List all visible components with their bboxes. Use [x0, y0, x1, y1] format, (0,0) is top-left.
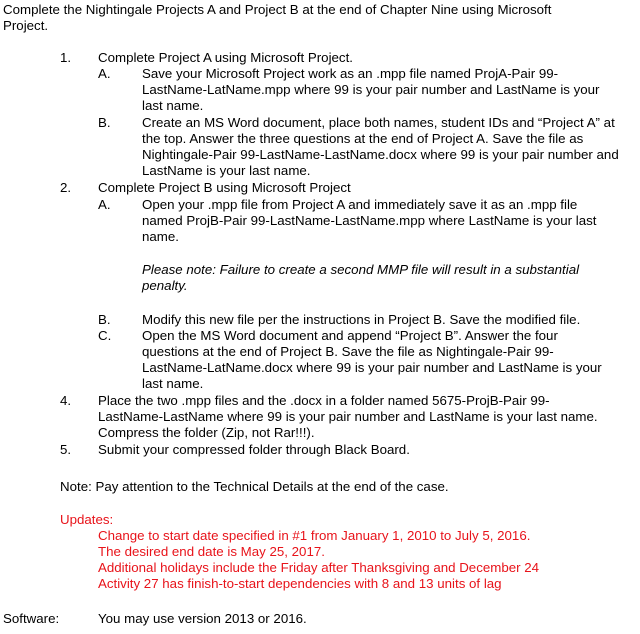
- step-1a-letter: A.: [98, 66, 111, 81]
- step-1-number: 1.: [60, 50, 72, 65]
- step-2-text: Complete Project B using Microsoft Project: [98, 180, 351, 195]
- step-2c-line-3: LastName-LatName.docx where 99 is your pair number and LastName is your: [142, 360, 602, 375]
- update-item-3: Additional holidays include the Friday after Thanksgiving and December 24: [98, 560, 540, 575]
- step-4-line-3: Compress the folder (Zip, not Rar!!!).: [98, 425, 315, 440]
- update-item-4: Activity 27 has finish-to-start dependencies with 8 and 13 units of lag: [98, 576, 502, 591]
- step-2-number: 2.: [60, 180, 72, 195]
- step-1b-line-3: Nightingale-Pair 99-LastName-LastName.docx where 99 is your pair number and: [142, 147, 619, 162]
- step-1b-letter: B.: [98, 115, 111, 130]
- step-2c-line-4: last name.: [142, 376, 204, 391]
- step-1-text: Complete Project A using Microsoft Project.: [98, 50, 353, 65]
- software-label: Software:: [3, 611, 60, 626]
- step-1b-line-1: Create an MS Word document, place both names, student IDs and “Project A” at: [142, 115, 615, 130]
- step-2c-letter: C.: [98, 328, 112, 343]
- intro-line-1: Complete the Nightingale Projects A and Project B at the end of Chapter Nine using Microsoft: [3, 2, 552, 17]
- step-2a-line-3: name.: [142, 229, 179, 244]
- software-text: You may use version 2013 or 2016.: [98, 611, 307, 626]
- step-4-line-1: Place the two .mpp files and the .docx in a folder named 5675-ProjB-Pair 99-: [98, 393, 550, 408]
- intro-line-2: Project.: [3, 18, 49, 33]
- step-2a-letter: A.: [98, 197, 111, 212]
- updates-label: Updates:: [60, 512, 114, 527]
- technical-note: Note: Pay attention to the Technical Details at the end of the case.: [60, 479, 449, 494]
- step-1a-line-1: Save your Microsoft Project work as an .mpp file named ProjA-Pair 99-: [142, 66, 559, 81]
- step-4-line-2: LastName-LastName where 99 is your pair number and LastName is your last name.: [98, 409, 598, 424]
- update-item-2: The desired end date is May 25, 2017.: [98, 544, 325, 559]
- step-2b-letter: B.: [98, 312, 111, 327]
- step-4-number: 4.: [60, 393, 72, 408]
- step-5-number: 5.: [60, 442, 72, 457]
- step-1b-line-2: the top. Answer the three questions at the end of Project A. Save the file as: [142, 131, 584, 146]
- step-2b-line-1: Modify this new file per the instructions in Project B. Save the modified file.: [142, 312, 581, 327]
- update-item-1: Change to start date specified in #1 from January 1, 2010 to July 5, 2016.: [98, 528, 531, 543]
- step-2c-line-2: questions at the end of Project B. Save the file as Nightingale-Pair 99-: [142, 344, 554, 359]
- step-2a-line-2: named ProjB-Pair 99-LastName-LastName.mpp where LastName is your last: [142, 213, 597, 228]
- step-2-note-line-1: Please note: Failure to create a second MMP file will result in a substantial: [142, 262, 580, 277]
- step-5-text: Submit your compressed folder through Black Board.: [98, 442, 410, 457]
- step-1b-line-4: LastName is your last name.: [142, 163, 311, 178]
- step-2a-line-1: Open your .mpp file from Project A and immediately save it as an .mpp file: [142, 197, 578, 212]
- step-2-note-line-2: penalty.: [142, 278, 188, 293]
- step-2c-line-1: Open the MS Word document and append “Project B”. Answer the four: [142, 328, 558, 343]
- step-1a-line-2: LastName-LatName.mpp where 99 is your pair number and LastName is your: [142, 82, 600, 97]
- step-1a-line-3: last name.: [142, 98, 204, 113]
